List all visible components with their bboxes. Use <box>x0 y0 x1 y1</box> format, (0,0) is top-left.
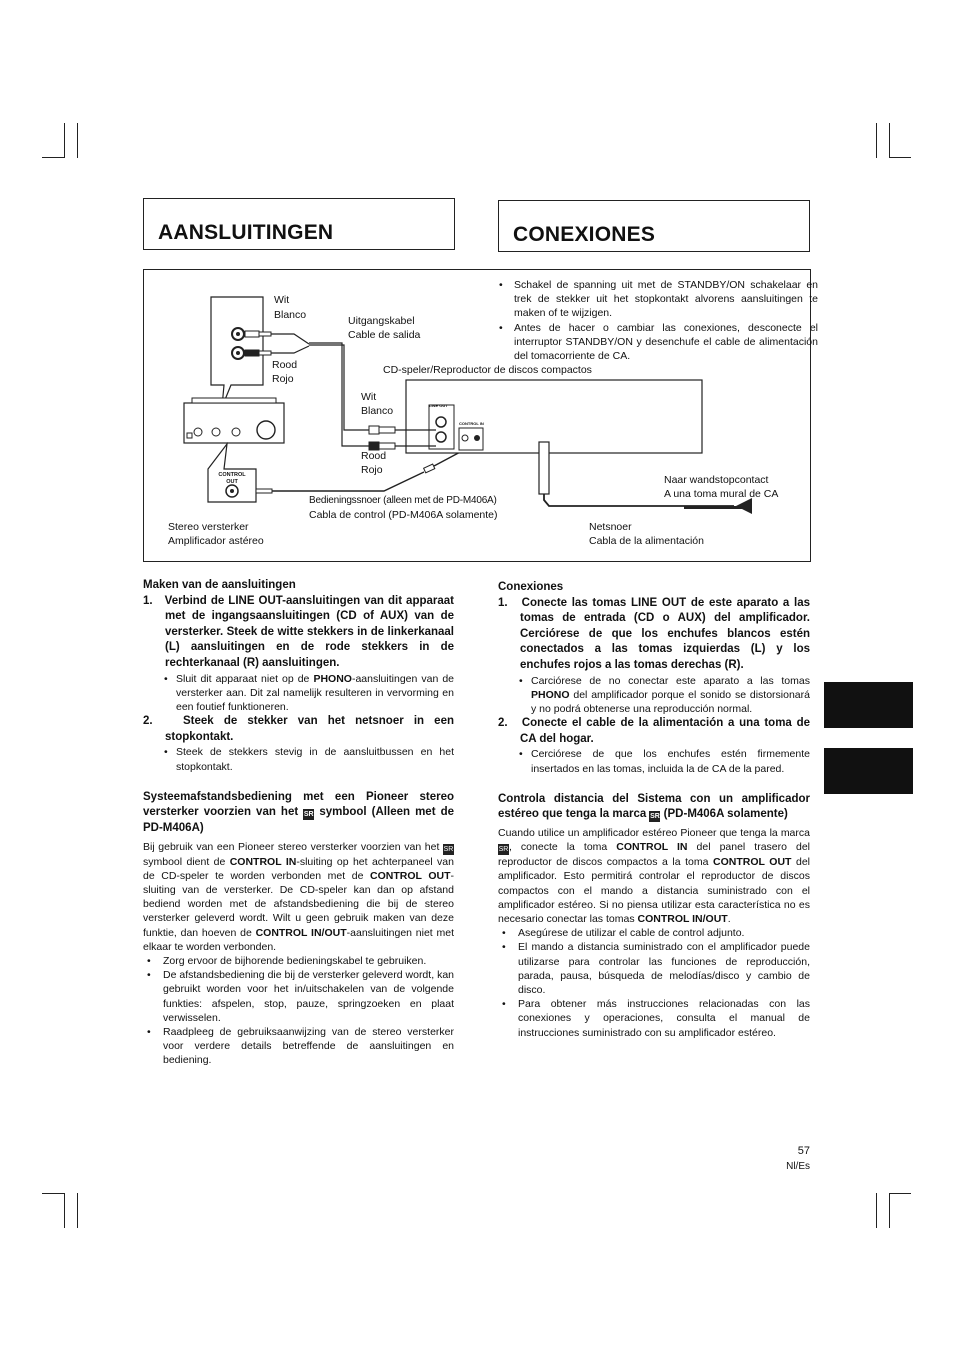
step-2: 2. Steek de stekker van het netsnoer in een stopkontakt. <box>143 715 454 743</box>
crop-mark <box>77 123 78 158</box>
blanco-label-1: Blanco <box>274 309 307 321</box>
page-title-es: CONEXIONES <box>513 223 656 246</box>
crop-mark <box>889 157 911 158</box>
language-code: Nl/Es <box>786 1161 810 1172</box>
rojo-label-1: Rojo <box>272 373 294 385</box>
control-out-label: CONTROL OUT <box>218 472 246 485</box>
crop-mark <box>42 1193 64 1194</box>
list-item: • Zorg ervoor de bijhorende bedieningskabel te gebruiken. <box>143 954 454 968</box>
paragraph: Bij gebruik van een Pioneer stereo versterker voorzien van het SR symbool dient de CONTROL IN-sluiting op het achterpaneel van de CD-speler te worden verbonden met de CONTROL OUT-sluiting van de versterker. De CD-speler kan dan op afstand bediend worden met de afstandsbediening die bij de stereo versterker geleverd wordt. Wilt u geen gebruik maken van deze funktie, dan hoeven de CONTROL IN/OUT-aansluitingen niet met elkaar te worden verbonden. <box>143 840 454 953</box>
list-item: • Para obtener más instrucciones relacionadas con las conexiones y operaciones, consulta el manual de instrucciones suministrado con su amplificador estéreo. <box>498 997 810 1040</box>
crop-mark <box>889 123 890 158</box>
step-1-bullet: • Carciórese de no conectar este aparato a las tomas PHONO del amplificador porque el sonido se distorsionará y no podrá obtenerse una reproducción normal. <box>498 674 810 717</box>
list-item: • Asegúrese de utilizar el cable de control adjunto. <box>498 926 810 940</box>
sr-symbol-icon: SR <box>498 846 509 854</box>
section-heading-2: Systeemafstandsbediening met een Pioneer stereo versterker voorzien van het SR symbool (Alleen met de PD-M406A) <box>143 790 455 834</box>
control-cord-es: Cabla de control (PD-M406A solamente) <box>309 509 498 521</box>
control-in-label: CONTROL IN <box>459 421 484 426</box>
diagram-note-2: • Antes de hacer o cambiar las conexiones, desconecte el interruptor STANDBY/ON y desenchufe el cable de alimentación del tomacorriente de CA. <box>499 321 818 364</box>
sr-symbol-icon: SR <box>303 811 314 819</box>
line-out-label: LINE OUT <box>429 403 448 408</box>
column-es <box>498 580 810 1040</box>
power-cord-es: Cabla de la alimentación <box>589 535 704 547</box>
output-cable-es: Cable de salida <box>348 329 421 341</box>
step-2: 2. Conecte el cable de la alimentación a una toma de CA del hogar. <box>498 717 810 745</box>
section-heading-2: Controla distancia del Sistema con un amplificador estéreo que tenga la marca SR (PD-M406A solamente) <box>498 792 810 821</box>
paragraph: Cuando utilice un amplificador estéreo Pioneer que tenga la marca SR, conecte la toma CONTROL IN del panel trasero del reproductor de discos compactos a la toma CONTROL OUT del amplificador. Esto permitirá controlar el reproductor de discos compactos con el mando a distancia suministrado con el amplificador estéreo. Si no piensa utilizar esta característica no es necesario conectar las tomas CONTROL IN/OUT. <box>498 826 810 925</box>
amplifier-nl: Stereo versterker <box>168 521 249 533</box>
step-1: 1. Conecte las tomas LINE OUT de este aparato a las tomas de entrada (CD o AUX) del amplificador. Cerciórese de que los enchufes blancos estén conectados a las tomas izquierdas (L) y los enchufes rojos a las tomas derechas (R). <box>498 596 810 671</box>
wit-label-1: Wit <box>274 294 290 306</box>
crop-mark <box>876 1193 877 1228</box>
step-2-bullet: • Cerciórese de que los enchufes estén firmemente insertados en las tomas, incluida la de CA de la pared. <box>498 747 810 775</box>
crop-mark <box>42 157 64 158</box>
connection-diagram <box>143 269 818 562</box>
wit-label-2: Wit <box>361 391 377 403</box>
cd-player-label: CD-speler/Reproductor de discos compactos <box>383 364 592 376</box>
crop-mark <box>876 123 877 158</box>
list-item: • De afstandsbediening die bij de versterker geleverd wordt, kan gebruikt worden voor het in/uitschakelen van de volgende funkties: afspelen, stop, pauze, springzoeken en plaat verwisselen. <box>143 968 454 1025</box>
step-1: 1. Verbind de LINE OUT-aansluitingen van dit apparaat met de ingangsaansluitingen (CD of AUX) van de versterker. Steek de witte stekkers in de linkerkanaal (L) aansluitingen en de rode stekkers in de rechterkanaal (R) aansluitingen. <box>143 594 454 669</box>
section-heading: Conexiones <box>498 581 564 593</box>
sr-symbol-icon: SR <box>650 813 660 821</box>
title-box-left <box>143 198 455 250</box>
wall-outlet-nl: Naar wandstopcontact <box>664 474 769 486</box>
rood-label-1: Rood <box>272 359 298 371</box>
title-box-right <box>498 200 810 252</box>
rood-label-2: Rood <box>361 450 387 462</box>
blanco-label-2: Blanco <box>361 405 394 417</box>
diagram-note-1: • Schakel de spanning uit met de STANDBY/ON schakelaar en trek de stekker uit het stopkontakt alvorens aansluitingen te maken of te wijzigen. <box>499 278 818 321</box>
crop-mark <box>889 1193 911 1194</box>
page-number: 57 <box>797 1145 810 1157</box>
crop-mark <box>77 1193 78 1228</box>
section-heading: Maken van de aansluitingen <box>143 579 296 591</box>
page-title-nl: AANSLUITINGEN <box>158 221 334 244</box>
crop-mark <box>64 123 65 158</box>
wall-outlet-es: A una toma mural de CA <box>664 488 779 500</box>
rojo-label-2: Rojo <box>361 464 383 476</box>
control-cord-nl: Bedieningssnoer (alleen met de PD-M406A) <box>309 495 497 506</box>
list-item: • Raadpleeg de gebruiksaanwijzing van de stereo versterker voor verdere details betreffende de aansluitingen en bediening. <box>143 1025 454 1068</box>
step-1-bullet: • Sluit dit apparaat niet op de PHONO-aansluitingen van de versterker aan. Dit zal namelijk resulteren in vervorming en een foutief funktioneren. <box>143 672 454 715</box>
sr-symbol-icon: SR <box>443 845 454 853</box>
power-cord-nl: Netsnoer <box>589 521 632 533</box>
list-item: • El mando a distancia suministrado con el amplificador puede utilizarse para controlar las funciones de reproducción, parada, pausa, búsqueda de melodías/disco y cambio de disco. <box>498 940 810 997</box>
crop-mark <box>64 1193 65 1228</box>
side-tab <box>824 682 913 728</box>
column-nl <box>143 578 454 1068</box>
side-tab <box>824 748 913 794</box>
output-cable-nl: Uitgangskabel <box>348 315 415 327</box>
crop-mark <box>889 1193 890 1228</box>
step-2-bullet: • Steek de stekkers stevig in de aansluitbussen en het stopkontakt. <box>143 745 454 773</box>
amplifier-es: Amplificador astéreo <box>168 535 264 547</box>
